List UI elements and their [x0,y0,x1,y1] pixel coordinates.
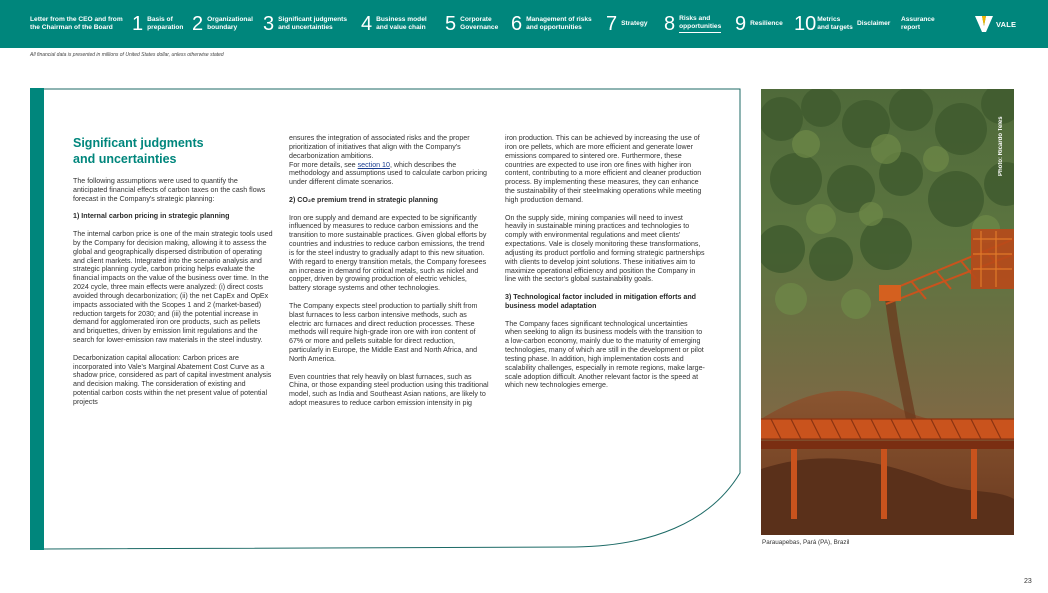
nav-item-risk-management[interactable] [511,0,592,48]
nav-label: Business model and value chain [376,16,427,31]
photo-credit: Photo: Ricardo Teles [998,116,1004,176]
nav-item-resilience[interactable] [735,0,783,48]
page-number: 23 [1024,578,1032,585]
nav-number: 8 [664,13,676,35]
subheading-technological-factor: 3) Technological factor included in mitigation efforts and business model adaptation [505,293,697,310]
body-paragraph: The Company expects steel production to partially shift from blast furnaces to less carbon intensive methods, such as electric arc furnaces and direct reduction processes. These methods will require high-grade iron ore with iron content of 67% or more and pellets suitable for direct reduction, particularly in Europe, the Middle East and North Africa, and North America. [289,301,478,363]
nav-label: Disclaimer [857,20,891,27]
nav-label: Assurance report [901,16,935,31]
intro-paragraph: The following assumptions were used to quantify the anticipated financial effects of carbon taxes on the cash flows forecast in the Company's strategic planning: [73,177,266,203]
nav-item-judgments[interactable] [263,0,347,48]
nav-number: 10 [794,13,817,35]
nav-number: 1 [132,13,144,35]
nav-number: 7 [606,13,618,35]
nav-item-boundary[interactable] [192,0,253,48]
mining-conveyor-photo [761,89,1014,535]
nav-item-assurance[interactable] [901,0,935,48]
nav-label: Letter from the CEO and from the Chairman of the Board [30,16,123,31]
section-10-link[interactable]: section 10 [357,160,390,169]
nav-item-governance[interactable] [445,0,498,48]
photo-caption: Parauapebas, Pará (PA), Brazil [762,539,850,546]
nav-number: 6 [511,13,523,35]
body-text: For more details, see [289,160,358,169]
nav-label: Organizational boundary [207,16,253,31]
nav-label: Risks and opportunities [679,15,721,33]
nav-label: Strategy [621,20,648,27]
body-paragraph: Even countries that rely heavily on blast furnaces, such as China, or those expanding steel production using this traditional model, such as India and Southeast Asian nations, are likely to adopt measures to reduce carbon emission intensity in pig [289,372,489,408]
nav-item-business-model[interactable] [361,0,427,48]
nav-label: Metrics and targets [817,16,853,31]
nav-number: 9 [735,13,747,35]
nav-label: Significant judgments and uncertainties [278,16,347,31]
logo-text: VALE [996,19,1017,29]
text-column-2 [289,134,489,417]
body-paragraph: The internal carbon price is one of the main strategic tools used by the Company for decision making, allowing it to assess the global and geographically dispersed distribution of operating and client markets. Integrated into the scenario analysis and strategic planning cycle, carbon pricing helps evaluate the financial impacts on the value of the business over time. In the 2024 cycle, three main effects were analyzed: (i) direct costs avoided through decarbonization; (ii) the net CapEx and OpEx impacts associated with the Scopes 1 and 2 (market-based) reduction targets for 2030; and (iii) the potential increase in demand for agglomerated iron ore products, such as pellets and briquettes, driven by emission limit regulations and the search for lower-emission raw materials in the steel industry. [73,229,273,345]
nav-label: Corporate Governance [460,16,499,31]
text-column-1 [73,177,273,416]
subheading-co2e-premium: 2) CO₂e premium trend in strategic planning [289,195,438,204]
nav-number: 4 [361,13,373,35]
currency-disclaimer: All financial data is presented in millions of United States dollar, unless otherwise stated [30,52,224,58]
body-paragraph: iron production. This can be achieved by increasing the use of iron ore pellets, which are more efficient and generate lower emissions compared to sintered ore. Furthermore, these countries are expected to use iron ore fines with higher iron content, contributing to a more efficient and cleaner production process. By implementing these measures, they can enhance the sustainability of their steelmaking operations while meeting high production demand. [505,134,702,204]
nav-item-risks-opportunities[interactable] [664,0,721,48]
nav-item-strategy[interactable] [606,0,648,48]
nav-number: 2 [192,13,204,35]
subheading-internal-carbon-pricing: 1) Internal carbon pricing in strategic planning [73,212,230,221]
top-navigation [0,0,1048,48]
nav-label: Basis of preparation [147,16,184,31]
text-column-3 [505,134,705,399]
nav-item-metrics[interactable] [794,0,853,48]
body-paragraph: Iron ore supply and demand are expected to be significantly influenced by measures to reduce carbon emissions and the transition to more sustainable practices. Given global efforts by countries and industries to reduce carbon emissions, the trend is for the steel industry to gradually adapt to this new situation. With regard to energy transition metals, the Company foresees an increase in demand for critical metals, such as nickel and copper, driven by growing production of electric vehicles, battery storage systems and other technologies. [289,213,487,293]
body-paragraph: Decarbonization capital allocation: Carbon prices are incorporated into Vale's Marginal Abatement Cost Curve as a shadow price, considered as part of capital investment analysis and decision making. The consideration of existing and potential carbon costs within the net present value of potential projects [73,353,272,406]
vale-logo[interactable] [975,14,1016,34]
nav-item-disclaimer[interactable] [857,0,890,48]
nav-item-basis[interactable] [132,0,183,48]
nav-label: Resilience [750,20,783,27]
page-title: Significant judgments and uncertainties [73,136,204,166]
nav-number: 5 [445,13,457,35]
vale-logo-icon [975,16,993,32]
nav-number: 3 [263,13,275,35]
body-paragraph [289,134,489,187]
body-paragraph: The Company faces significant technological uncertainties when seeking to align its business models with the transition to a low-carbon economy, mainly due to the maturity of emerging technologies, many of which are still in the development or pilot testing phase. In addition, high implementation costs and scalability challenges, especially in remote regions, make large-scale adoption difficult. Another relevant factor is the speed at which new technologies emerge. [505,319,705,390]
photo-illustration [761,89,1014,535]
body-text: , which describes the methodology and assumptions used to calculate carbon pricing under different climate scenarios. [289,160,487,187]
nav-item-letter[interactable] [30,0,123,48]
nav-label: Management of risks and opportunities [526,16,592,31]
body-text: ensures the integration of associated risks and the proper prioritization of initiatives that align with the Company's decarbonization ambitions. [289,134,470,160]
body-paragraph: On the supply side, mining companies will need to invest heavily in sustainable mining practices and technologies to comply with environmental regulations and meet clients' expectations. Vale is closely monitoring these transformations, adjusting its product portfolio and forming strategic partnerships with clients to develop joint solutions. These initiatives aim to maximize operational efficiency and position the Company in line with the sector's global sustainability goals. [505,213,705,284]
